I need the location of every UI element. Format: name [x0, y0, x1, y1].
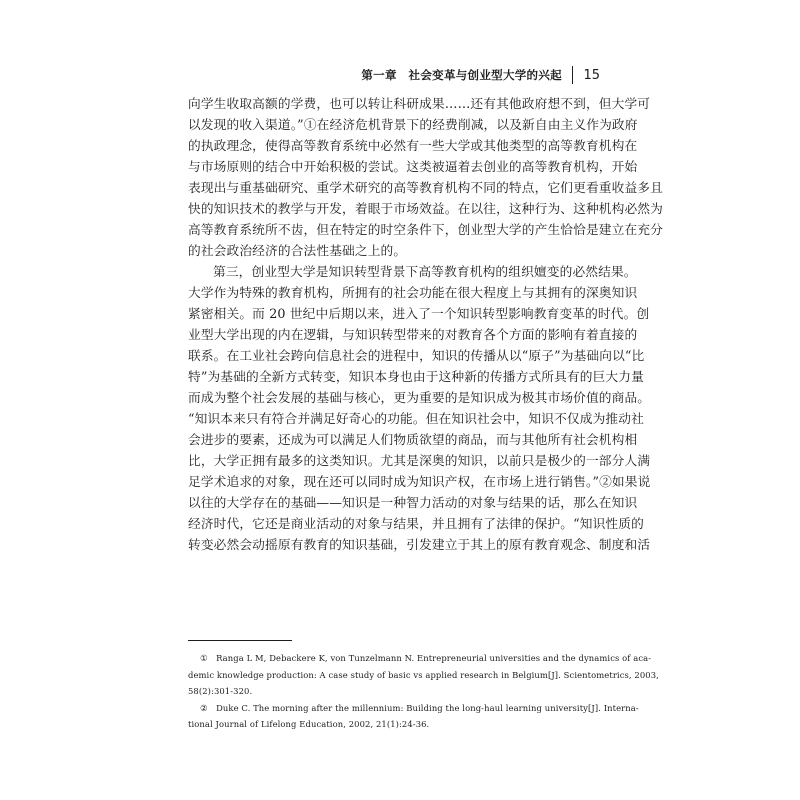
- footnote-line: ① Ranga L M, Debackere K, von Tunzelmann N. Entrepreneurial universities and the dynamics of aca-: [200, 653, 652, 663]
- body-line: 特”为基础的全新方式转变，知识本身也由于这种新的传播方式所具有的巨大力量: [188, 369, 644, 384]
- header-divider: [572, 66, 574, 84]
- chapter-title: 第一章 社会变革与创业型大学的兴起: [361, 68, 562, 82]
- body-line: 的社会政治经济的合法性基础之上的。: [188, 243, 407, 258]
- body-line: 以发现的收入渠道。”①在经济危机背景下的经费削减，以及新自由主义作为政府: [188, 117, 638, 132]
- body-line: 第三，创业型大学是知识转型背景下高等教育机构的组织嬗变的必然结果。: [213, 264, 637, 279]
- body-line: 与市场原则的结合中开始积极的尝试。这类被逼着去创业的高等教育机构，开始: [188, 159, 638, 174]
- body-line: 联系。在工业社会跨向信息社会的进程中，知识的传播从以“原子”为基础向以“比: [188, 348, 645, 363]
- page-number: 15: [583, 67, 600, 83]
- body-line: 业型大学出现的内在逻辑，与知识转型带来的对教育各个方面的影响有着直接的: [188, 327, 638, 342]
- body-line: 紧密相关。而 20 世纪中后期以来，进入了一个知识转型影响教育变革的时代。创: [188, 306, 650, 321]
- body-line: 而成为整个社会发展的基础与核心，更为重要的是知识成为极其市场价值的商品。: [188, 390, 651, 405]
- body-line: 会进步的要素，还成为可以满足人们物质欲望的商品，而与其他所有社会机构相: [188, 432, 638, 447]
- footnotes: [188, 650, 659, 733]
- footnote-line: tional Journal of Lifelong Education, 2002, 21(1):24-36.: [188, 719, 430, 729]
- body-line: 转变必然会动摇原有教育的知识基础，引发建立于其上的原有教育观念、制度和活: [188, 537, 651, 552]
- body-line: 表现出与重基础研究、重学术研究的高等教育机构不同的特点，它们更看重收益多且: [188, 180, 663, 195]
- body-line: 向学生收取高额的学费，也可以转让科研成果……还有其他政府想不到，但大学可: [188, 96, 651, 111]
- body-line: 的执政理念，使得高等教育系统中必然有一些大学或其他类型的高等教育机构在: [188, 138, 638, 153]
- body-line: 比，大学正拥有最多的这类知识。尤其是深奥的知识，以前只是极少的一部分人满: [188, 453, 651, 468]
- body-text: [188, 93, 663, 555]
- footnote-line: 58(2):301-320.: [188, 686, 253, 696]
- body-line: 高等教育系统所不齿，但在特定的时空条件下，创业型大学的产生恰恰是建立在充分: [188, 222, 663, 237]
- body-line: 快的知识技术的教学与开发，着眼于市场效益。在以往，这种行为、这种机构必然为: [188, 201, 663, 216]
- body-line: 以往的大学存在的基础——知识是一种智力活动的对象与结果的话，那么在知识: [188, 495, 638, 510]
- footnote-separator: [188, 640, 292, 641]
- footnote-line: demic knowledge production: A case study of basic vs applied research in Belgium[J]. Scientometrics, 2003,: [188, 669, 659, 680]
- body-line: 足学术追求的对象，现在还可以同时成为知识产权，在市场上进行销售。”②如果说: [188, 474, 651, 489]
- body-line: 经济时代，它还是商业活动的对象与结果，并且拥有了法律的保护。“知识性质的: [188, 516, 644, 531]
- footnote-line: ② Duke C. The morning after the millennium: Building the long-haul learning university[J]. Interna-: [200, 702, 639, 713]
- body-line: 大学作为特殊的教育机构，所拥有的社会功能在很大程度上与其拥有的深奥知识: [188, 285, 638, 300]
- running-header: [361, 66, 600, 84]
- body-line: “知识本来只有符合并满足好奇心的功能。但在知识社会中，知识不仅成为推动社: [188, 411, 644, 426]
